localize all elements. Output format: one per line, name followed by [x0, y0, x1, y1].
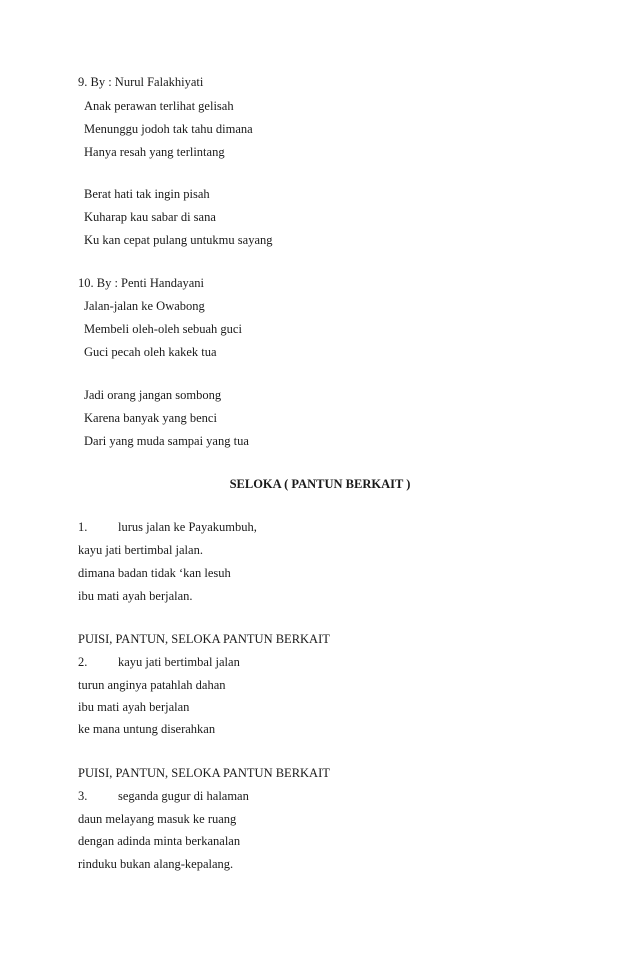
seloka-2-line-2: turun anginya patahlah dahan — [78, 678, 226, 692]
seloka-2-line-4: ke mana untung diserahkan — [78, 722, 216, 736]
poem-10-header: 10. By : Penti Handayani — [78, 276, 205, 290]
poem-10-line-6: Dari yang muda sampai yang tua — [84, 434, 249, 448]
seloka-3-header: PUISI, PANTUN, SELOKA PANTUN BERKAIT — [78, 766, 330, 780]
poem-10-line-1: Jalan-jalan ke Owabong — [84, 299, 205, 313]
seloka-2-line-1: kayu jati bertimbal jalan — [118, 655, 240, 669]
poem-9-line-3: Hanya resah yang terlintang — [84, 145, 225, 159]
seloka-1-line-2: kayu jati bertimbal jalan. — [78, 543, 203, 557]
seloka-3-line-4: rinduku bukan alang-kepalang. — [78, 857, 234, 871]
poem-10-line-5: Karena banyak yang benci — [84, 411, 217, 425]
seloka-3-line-2: daun melayang masuk ke ruang — [78, 812, 237, 826]
seloka-1-line-3: dimana badan tidak ‘kan lesuh — [78, 566, 231, 580]
poem-9-line-4: Berat hati tak ingin pisah — [84, 187, 210, 201]
poem-10-line-3: Guci pecah oleh kakek tua — [84, 345, 217, 359]
poem-9-line-6: Ku kan cepat pulang untukmu sayang — [84, 233, 273, 247]
section-title: SELOKA ( PANTUN BERKAIT ) — [229, 477, 411, 491]
seloka-1-line-1: lurus jalan ke Payakumbuh, — [118, 520, 257, 534]
poem-9-line-1: Anak perawan terlihat gelisah — [84, 99, 234, 113]
seloka-3-line-1: seganda gugur di halaman — [118, 789, 249, 803]
poem-10-line-2: Membeli oleh-oleh sebuah guci — [84, 322, 242, 336]
poem-9-line-2: Menunggu jodoh tak tahu dimana — [84, 122, 253, 136]
seloka-1-line-4: ibu mati ayah berjalan. — [78, 589, 193, 603]
poem-10-line-4: Jadi orang jangan sombong — [84, 388, 222, 402]
seloka-1-number: 1. — [78, 520, 88, 534]
seloka-2-header: PUISI, PANTUN, SELOKA PANTUN BERKAIT — [78, 632, 330, 646]
poem-9-line-5: Kuharap kau sabar di sana — [84, 210, 216, 224]
seloka-3-line-3: dengan adinda minta berkanalan — [78, 834, 241, 848]
seloka-3-number: 3. — [78, 789, 88, 803]
seloka-2-number: 2. — [78, 655, 88, 669]
seloka-2-line-3: ibu mati ayah berjalan — [78, 700, 190, 714]
poem-9-header: 9. By : Nurul Falakhiyati — [78, 75, 204, 89]
